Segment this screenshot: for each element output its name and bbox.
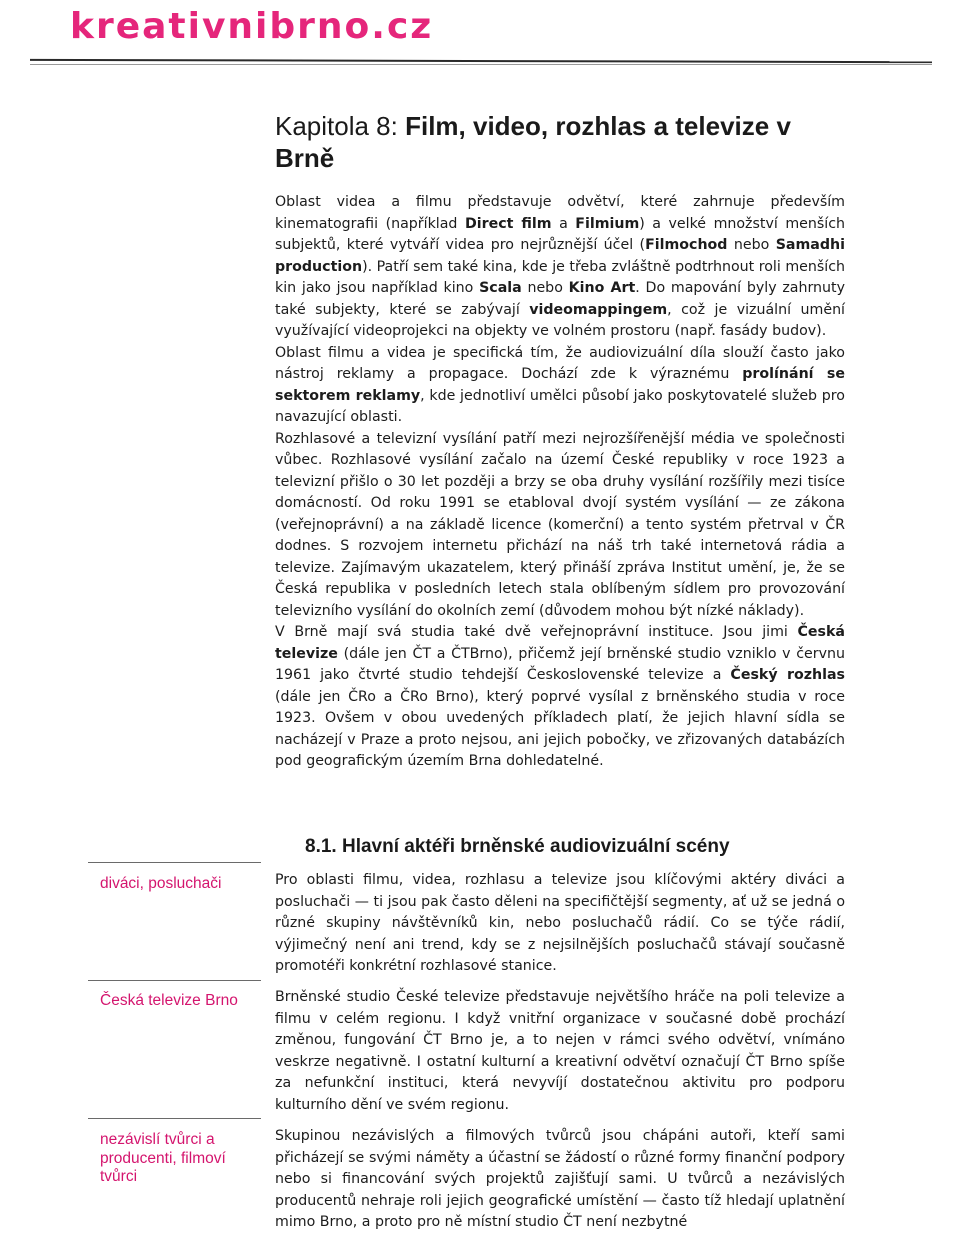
bold-term: Filmium [575,215,640,232]
bold-term: videomappingem [529,301,668,318]
bold-term: Samadhi production [275,237,845,275]
bold-term: Direct film [464,215,552,232]
text-run: , což je vizuální umění využívající videoprojekci na objekty ve volném prostoru (např. fasády budov). [275,301,846,339]
margin-divider [88,862,261,863]
text-run: , kde jednotliví umělci působí jako poskytovatelé služeb pro navazující oblasti. [275,387,845,425]
margin-note-ct-brno: Česká televize Brno [100,992,238,1009]
text-run: (dále jen ČRo a ČRo Brno), který poprvé vysílal z brněnského studia v roce 1923. Ovšem v obou uvedených příkladech platí, že jejich hlavní sídla se nacházejí v Praze a proto nejsou, ani jejich pobočky, ve zřizovaných databázích pod geografickým územím Brna dohledatelné. [275,688,845,769]
margin-note-audience: diváci, posluchači [100,875,222,892]
text-run: Oblast filmu a videa je specifická tím, že audiovizuální díla slouží často jako nástroj reklamy a propagace. Dochází zde k výraznému [275,344,845,382]
text-run: nebo [727,237,776,253]
chapter-intro [275,192,845,773]
bold-term: Scala [479,280,522,296]
bold-term: Filmochod [645,237,728,253]
text-run: ). Patří sem také kina, kde je třeba zvláštně podtrhnout roli menších kin jako jsou například kino [275,258,845,296]
intro-paragraph-1 [275,192,845,343]
margin-divider [88,980,261,981]
header-divider [30,59,932,63]
bold-term: Kino Art [568,280,636,296]
text-run: Oblast videa a filmu představuje odvětví, které zahrnuje především kinematografii (například [275,194,845,232]
bold-term: prolínání se sektorem reklamy [275,366,845,404]
chapter-title [275,110,835,174]
header-divider-secondary [30,64,932,65]
intro-paragraph-2 [275,343,845,429]
section-paragraph-ct-brno: Brněnské studio České televize představuje největšího hráče na poli televize a filmu v celém regionu. I když vnitřní organizace v současné době prochází změnou, fungování ČT Brno je, a to nejen v rámci svého odvětví, vnímáno veskrze negativně. I ostatní kulturní a kreativní odvětví označují ČT Brno spíše za nefunkční instituci, která nevyvíjí dostatečnou aktivitu pro podporu kulturního dění ve svém regionu. [275,989,845,1113]
site-logo: kreativnibrno.cz [70,6,434,47]
bold-term: Česká televize [275,624,845,662]
intro-paragraph-4 [275,622,845,773]
margin-divider [88,1118,261,1119]
text-run: V Brně mají svá studia také dvě veřejnoprávní instituce. Jsou jimi [275,624,798,640]
chapter-title-main: Film, video, rozhlas a televize v Brně [275,111,791,173]
section-paragraph-audience: Pro oblasti filmu, videa, rozhlasu a televize jsou klíčovými aktéry diváci a posluchači — ti jsou pak často děleni na specifičtější segmenty, ať už se jedná o různé skupiny návštěvníků kin, nebo posluchačů rádií. Co se týče rádií, výjimečný není ani trend, kdy se z nejsilnějších posluchačů stávají současně promotéři konkrétní rozhlasové stanice. [275,872,845,974]
bold-term: Český rozhlas [730,667,845,683]
intro-paragraph-3: Rozhlasové a televizní vysílání patří mezi nejrozšířenější média ve společnosti vůbec. Rozhlasové vysílání začalo na území České republiky v roce 1923 a televizní přišlo o 30 let později a brzy se oba druhy vysílání rozšířily mezi tisíce domácností. Od roku 1991 se etabloval dvojí systém vysílání — ze zákona (veřejnoprávní) a na základě licence (komerční) a tento systém přetrval v ČR dodnes. S rozvojem internetu přichází na náš trh také internetová rádia a televize. Zajímavým ukazatelem, který přináší zpráva Institut umění, je, že se Česká republika v posledních letech stala oblíbeným sídlem pro provozování televizního vysílání do okolních zemí (důvodem mohou být nízké náklady). [275,430,845,619]
section-heading [305,836,730,858]
text-run: nebo [521,280,569,296]
section-title: Hlavní aktéři brněnské audiovizuální scény [341,836,730,857]
text-run: a [551,215,576,232]
text-run: (dále jen ČT a ČTBrno), přičemž její brněnské studio vzniklo v červnu 1961 jako čtvrté studio tehdejší Československé televize a [275,645,845,683]
section-paragraph-independent: Skupinou nezávislých a filmových tvůrců jsou chápáni autoři, kteří sami přicházejí se svými náměty a účastní se žádostí o různé formy finanční podpory nebo si financování svých projektů zajišťují sami. U tvůrců a nezávislých producentů nehraje roli jejich geografické umístění — často tíž hledají uplatnění mimo Brno, a proto pro ně místní studio ČT není nezbytné [275,1128,845,1230]
section-number: 8.1. [305,836,342,857]
margin-note-independent: nezávislí tvůrci a producenti, filmoví tvůrci [100,1131,226,1185]
text-run: . Do mapování byly zahrnuty také subjekty, které se zabývají [275,280,845,318]
chapter-title-prefix: Kapitola 8: [275,111,406,141]
text-run: ) a velké množství menších subjektů, které vytváří videa pro nejrůznější účel ( [275,215,845,253]
